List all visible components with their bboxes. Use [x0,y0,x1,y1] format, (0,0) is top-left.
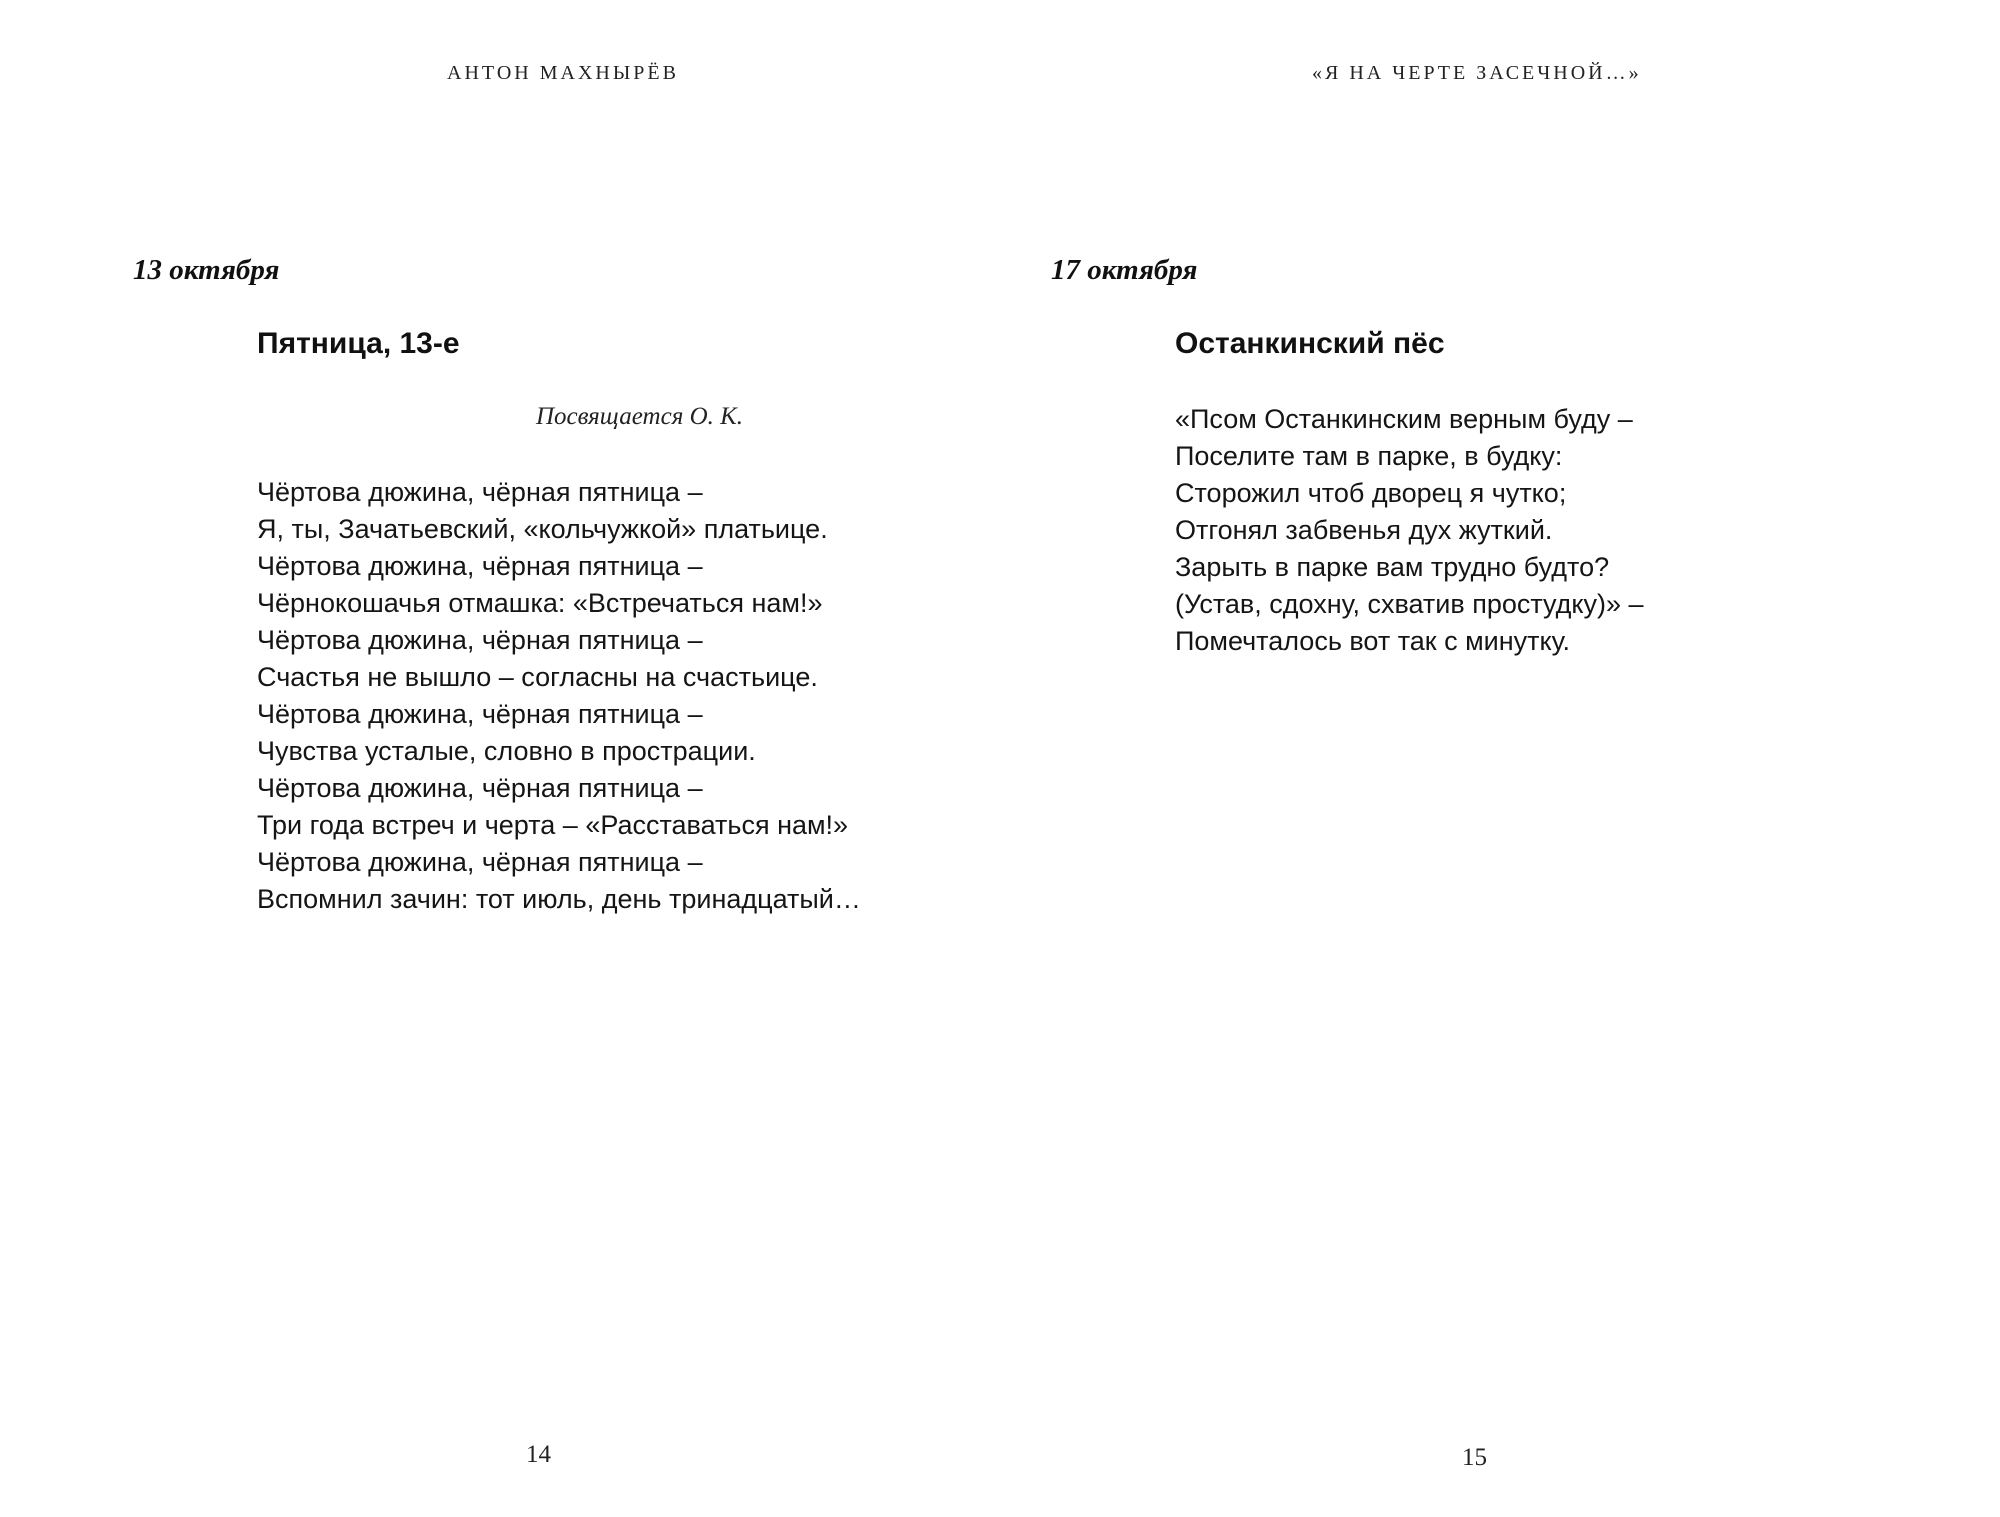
poem-verse [257,474,861,918]
verse-line: Поселите там в парке, в будку: [1175,441,1563,471]
entry-date: 17 октября [1051,254,1198,286]
verse-line: Вспомнил зачин: тот июль, день тринадцатый… [257,884,861,914]
page-number: 14 [526,1441,551,1468]
verse-line: Чёртова дюжина, чёрная пятница – [257,625,703,655]
verse-line: Зарыть в парке вам трудно будто? [1175,552,1610,582]
poem-title: Пятница, 13-е [257,327,460,360]
verse-line: Чувства усталые, словно в прострации. [257,736,756,766]
verse-line: Отгонял забвенья дух жуткий. [1175,515,1553,545]
verse-line: «Псом Останкинским верным буду – [1175,404,1633,434]
page-number: 15 [1462,1444,1487,1471]
verse-line: (Устав, сдохну, схватив простудку)» – [1175,589,1644,619]
dedication: Посвящается О. К. [536,403,743,430]
running-head-author: АНТОН МАХНЫРЁВ [447,62,679,84]
verse-line: Чёрнокошачья отмашка: «Встречаться нам!» [257,588,823,618]
verse-line: Чёртова дюжина, чёрная пятница – [257,699,703,729]
verse-line: Чёртова дюжина, чёрная пятница – [257,773,703,803]
running-head-title: «Я НА ЧЕРТЕ ЗАСЕЧНОЙ…» [1312,62,1642,84]
entry-date: 13 октября [133,254,280,286]
poem-title: Останкинский пёс [1175,327,1445,360]
verse-line: Счастья не вышло – согласны на счастьице. [257,662,818,692]
verse-line: Чёртова дюжина, чёрная пятница – [257,551,703,581]
verse-line: Чёртова дюжина, чёрная пятница – [257,847,703,877]
right-page [1000,0,2000,1517]
poem-verse [1175,401,1644,660]
verse-line: Помечталось вот так с минутку. [1175,626,1570,656]
verse-line: Сторожил чтоб дворец я чутко; [1175,478,1567,508]
verse-line: Три года встреч и черта – «Расставаться нам!» [257,810,849,840]
verse-line: Я, ты, Зачатьевский, «кольчужкой» платьице. [257,514,828,544]
verse-line: Чёртова дюжина, чёрная пятница – [257,477,703,507]
